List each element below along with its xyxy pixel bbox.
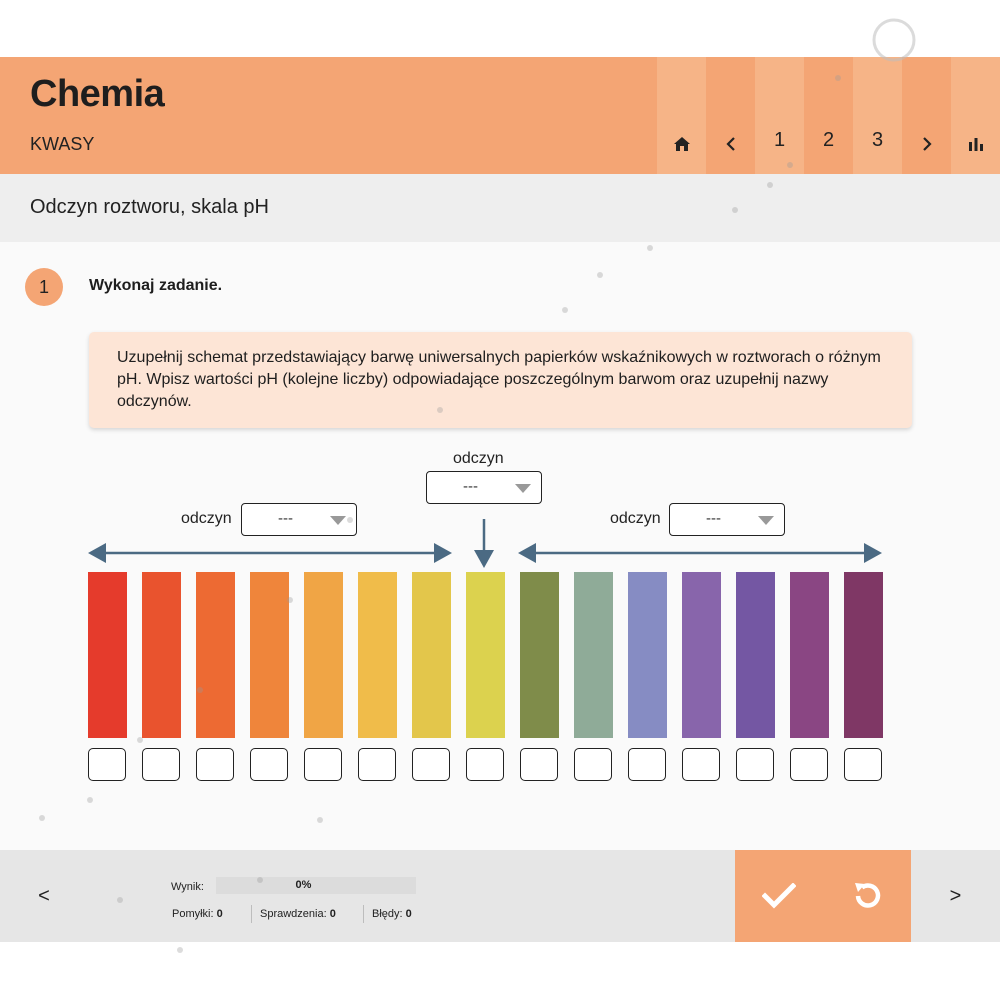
errors-stat [372,908,412,920]
score-value: 0% [295,879,312,891]
arrow-head-left-end [434,543,452,563]
select-value: --- [278,510,293,527]
mistakes-label: Pomyłki: [172,908,214,920]
ph-input-11[interactable] [628,748,666,781]
reset-button[interactable] [823,850,911,942]
indicator-strip-7 [412,572,451,738]
score-progress-bar [216,877,416,894]
checks-value: 0 [329,908,336,920]
indicator-strip-12 [682,572,721,738]
section-title: Odczyn roztworu, skala pH [30,196,269,218]
ph-input-15[interactable] [844,748,882,781]
check-button[interactable] [735,850,823,942]
indicator-strip-10 [574,572,613,738]
topic-subtitle: KWASY [30,134,95,154]
select-value: --- [463,478,478,495]
ph-input-13[interactable] [736,748,774,781]
ph-input-3[interactable] [196,748,234,781]
divider [363,905,364,923]
reset-icon [850,879,884,913]
reaction-label-middle: odczyn [453,450,504,467]
select-value: --- [706,510,721,527]
mistakes-stat [172,908,223,920]
subject-title: Chemia [30,73,165,115]
indicator-strip-14 [790,572,829,738]
indicator-strip-11 [628,572,667,738]
page-1-button[interactable]: 1 [755,57,804,174]
page-3-button[interactable]: 3 [853,57,902,174]
indicator-strip-6 [358,572,397,738]
score-label: Wynik: [171,881,204,893]
errors-label: Błędy: [372,908,403,920]
ph-input-14[interactable] [790,748,828,781]
indicator-strip-4 [250,572,289,738]
arrow-head-left [88,543,106,563]
ph-input-1[interactable] [88,748,126,781]
indicator-strip-3 [196,572,235,738]
task-instructions: Uzupełnij schemat przedstawiający barwę uniwersalnych papierków wskaźnikowych w roztworach o różnym pH. Wpisz wartości pH (kolejne liczby) odpowiadające poszczególnym barwom oraz uzupełnij nazwy odczynów. [89,332,912,428]
ph-input-12[interactable] [682,748,720,781]
checkmark-icon [762,883,796,909]
reaction-label-right: odczyn [610,510,661,527]
task-title: Wykonaj zadanie. [89,277,223,294]
ph-input-9[interactable] [520,748,558,781]
ph-input-6[interactable] [358,748,396,781]
indicator-strip-15 [844,572,883,738]
checks-label: Sprawdzenia: [260,908,327,920]
mistakes-value: 0 [216,908,223,920]
next-task-button[interactable]: > [949,884,962,907]
task-number-badge: 1 [25,268,63,306]
ph-input-5[interactable] [304,748,342,781]
divider [251,905,252,923]
ph-input-8[interactable] [466,748,504,781]
page-2-button[interactable]: 2 [822,129,835,151]
arrow-head-down [474,550,494,568]
ph-input-4[interactable] [250,748,288,781]
ph-input-2[interactable] [142,748,180,781]
checks-stat [260,908,336,920]
ph-input-10[interactable] [574,748,612,781]
indicator-strip-8 [466,572,505,738]
indicator-strip-2 [142,572,181,738]
indicator-strip-5 [304,572,343,738]
indicator-strip-13 [736,572,775,738]
footer-bar [0,850,1000,942]
prev-task-button[interactable]: < [38,884,50,907]
ph-input-7[interactable] [412,748,450,781]
indicator-strip-1 [88,572,127,738]
indicator-strip-9 [520,572,559,738]
arrow-head-right [864,543,882,563]
arrow-head-right-start [518,543,536,563]
errors-value: 0 [405,908,412,920]
reaction-label-left: odczyn [181,510,232,527]
